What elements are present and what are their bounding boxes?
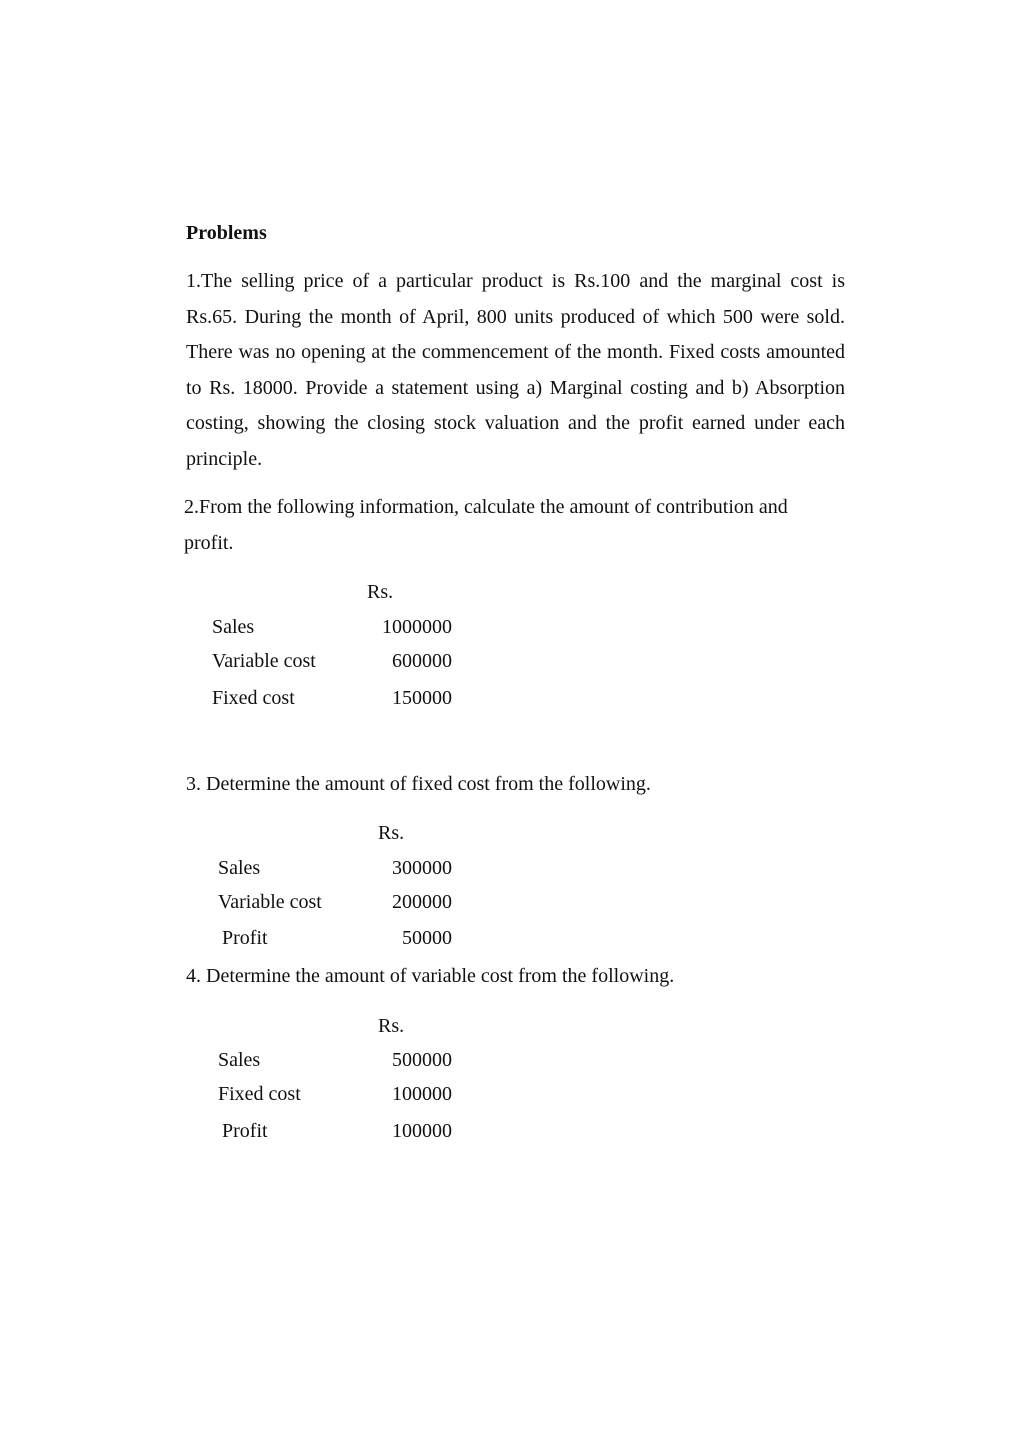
table-row-value: 300000 bbox=[392, 857, 452, 879]
table-row-value: 600000 bbox=[392, 650, 452, 672]
table-row-label: Sales bbox=[218, 857, 261, 879]
table-row-label: Fixed cost bbox=[218, 1083, 301, 1105]
table-row-label: Profit bbox=[222, 927, 268, 949]
table-unit-header: Rs. bbox=[367, 581, 394, 603]
table-unit-header: Rs. bbox=[378, 1015, 405, 1037]
problem-2-text: 2.From the following information, calculate the amount of contribution and profit. bbox=[184, 496, 788, 554]
table-row-label: Sales bbox=[218, 1049, 261, 1071]
table-row-value: 150000 bbox=[392, 687, 452, 709]
table-row-label: Fixed cost bbox=[212, 687, 295, 709]
table-row-value: 50000 bbox=[402, 927, 452, 949]
table-row-value: 200000 bbox=[392, 891, 452, 913]
table-row-value: 100000 bbox=[392, 1120, 452, 1142]
problem-4-text: 4. Determine the amount of variable cost from the following. bbox=[186, 965, 675, 987]
problem-1-text: 1.The selling price of a particular product is Rs.100 and the marginal cost is Rs.65. During the month of April, 800 units produced of which 500 were sold. There was no opening at the commencement of the month. Fixed costs amounted to Rs. 18000. Provide a statement using a) Marginal costing and b) Absorption costing, showing the closing stock valuation and the profit earned under each principle. bbox=[186, 270, 845, 470]
table-row-label: Profit bbox=[222, 1120, 268, 1142]
table-unit-header: Rs. bbox=[378, 822, 405, 844]
page-heading: Problems bbox=[186, 222, 267, 244]
table-row-value: 100000 bbox=[392, 1083, 452, 1105]
table-row-value: 500000 bbox=[392, 1049, 452, 1071]
problem-3-text: 3. Determine the amount of fixed cost from the following. bbox=[186, 773, 651, 795]
table-row-label: Variable cost bbox=[212, 650, 316, 672]
table-row-label: Sales bbox=[212, 616, 255, 638]
table-row-label: Variable cost bbox=[218, 891, 322, 913]
table-row-value: 1000000 bbox=[382, 616, 452, 638]
